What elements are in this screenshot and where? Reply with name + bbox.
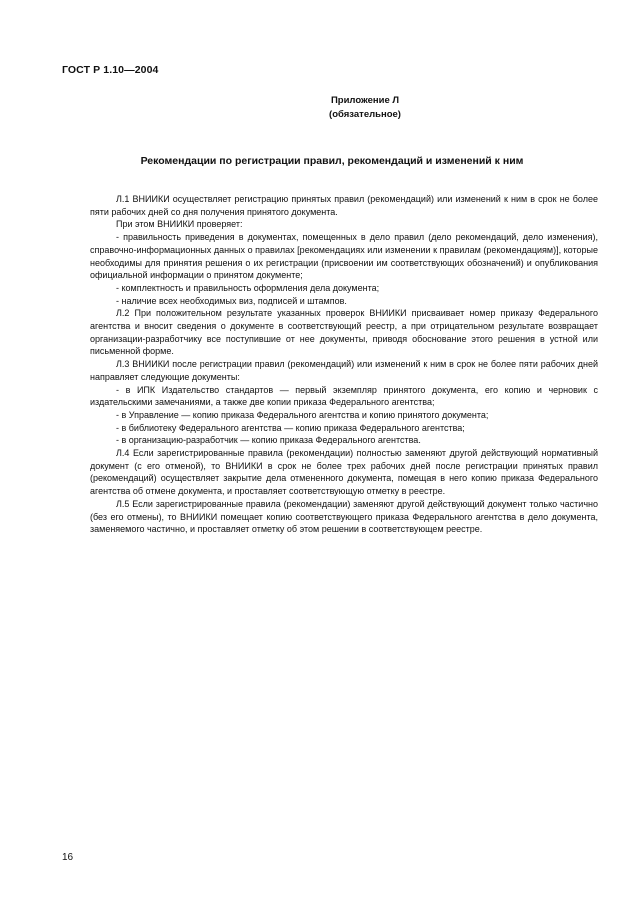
list-item: - наличие всех необходимых виз, подписей и штампов. — [116, 295, 347, 306]
list-item: - в Управление — копию приказа Федерального агентства и копию принятого документа; — [116, 409, 489, 420]
list-item: - в организацию-разработчик — копию приказа Федерального агентства. — [116, 435, 421, 446]
list-item: - в ИПК Издательство стандартов — первый экземпляр принятого документа, его копию и черновик с издательскими замечаниями, а также две копии приказа Федерального агентства; — [90, 384, 598, 408]
list-item: - комплектность и правильность оформления дела документа; — [116, 282, 380, 293]
section-title: Рекомендации по регистрации правил, рекомендаций и изменений к ним — [140, 155, 524, 167]
document-body — [90, 193, 598, 536]
document-code: ГОСТ Р 1.10—2004 — [62, 64, 159, 76]
appendix-heading — [200, 94, 530, 122]
appendix-title: Приложение Л — [330, 95, 400, 106]
paragraph: Л.5 Если зарегистрированные правила (рекомендации) заменяют другой действующий документ только частично (без его отмены), то ВНИИКИ помещает копию соответствующего приказа Федерального агентства в дело документа, заменяемого частично, и проставляет отметку об этом решении в соответствующем реестре. — [90, 498, 598, 535]
list-item: - правильность приведения в документах, помещенных в дело правил (дело рекомендаций, дело изменения), справочно-информационных данных о правилах [рекомендациях или изменении к правилам (рекомендациям)], которые необходимы для принятия решения о их регистрации (присвоении им соответствующих обозначений) и опубликования официальной информации о принятом документе; — [90, 232, 598, 281]
paragraph: Л.2 При положительном результате указанных проверок ВНИИКИ присваивает номер приказу Федерального агентства и вносит сведения о документе в соответствующий реестр, а при отрицательном результате возвращает организации-разработчику все поступившие от нее документы, приводя обоснование этого решения в устной или письменной форме. — [90, 308, 598, 357]
paragraph: Л.4 Если зарегистрированные правила (рекомендации) полностью заменяют другой действующий нормативный документ (с его отменой), то ВНИИКИ в срок не более трех рабочих дней после регистрации принятых правил (рекомендаций) осуществляет закрытие дела отмененного документа, помещая в него копию приказа Федерального агентства об отмене документа, и проставляет соответствующую отметку в реестре. — [90, 448, 598, 497]
paragraph: Л.1 ВНИИКИ осуществляет регистрацию принятых правил (рекомендаций) или изменений к ним в срок не более пяти рабочих дней со дня получения принятого документа. — [90, 194, 598, 217]
appendix-status: (обязательное) — [329, 109, 401, 120]
paragraph: При этом ВНИИКИ проверяет: — [116, 219, 243, 230]
paragraph: Л.3 ВНИИКИ после регистрации правил (рекомендаций) или изменений к ним в срок не более пяти рабочих дней направляет следующие документы: — [90, 359, 598, 382]
page-number: 16 — [62, 852, 74, 863]
list-item: - в библиотеку Федерального агентства — копию приказа Федерального агентства; — [116, 422, 465, 433]
